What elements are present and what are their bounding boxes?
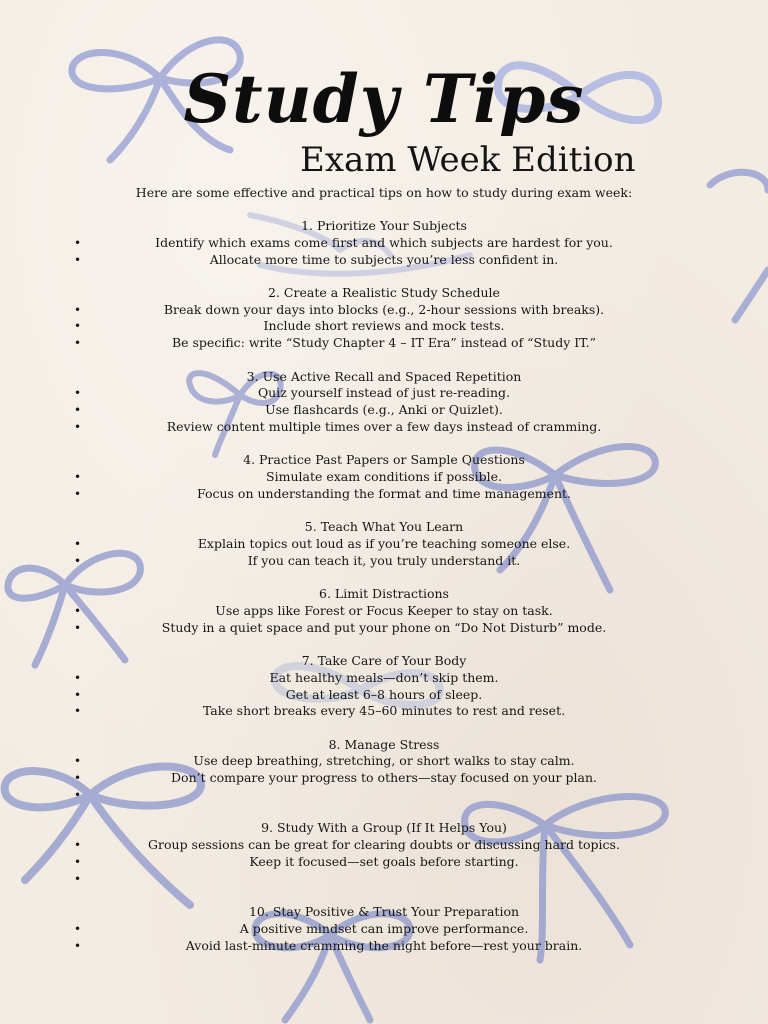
section-heading: 7. Take Care of Your Body <box>301 652 467 668</box>
bullet-icon: • <box>74 771 82 786</box>
section-heading: 1. Prioritize Your Subjects <box>301 218 467 233</box>
bullet-icon: • <box>74 486 82 501</box>
bullet-icon: • <box>74 336 82 351</box>
list-item-text: Avoid last-minute cramming the night before—rest your brain. <box>185 937 583 953</box>
list-item <box>0 703 768 720</box>
bullet-icon: • <box>74 838 82 853</box>
section-heading: 5. Teach What You Learn <box>304 519 464 535</box>
bullet-icon: • <box>74 603 82 618</box>
list-item <box>0 402 768 419</box>
list-item <box>0 770 768 787</box>
page-title: Study Tips <box>183 60 585 138</box>
list-item-text: Use deep breathing, stretching, or short walks to stay calm. <box>193 753 575 769</box>
list-item <box>0 553 768 570</box>
list-item-text: Quiz yourself instead of just re-reading. <box>257 385 511 401</box>
list-item-text: Focus on understanding the format and time management. <box>196 485 572 501</box>
tip-section <box>0 285 768 352</box>
list-item <box>0 670 768 687</box>
list-item-text: Break down your days into blocks (e.g., 2-hour sessions with breaks). <box>163 301 605 317</box>
bullet-icon: • <box>74 252 82 267</box>
list-item-text: Use apps like Forest or Focus Keeper to stay on task. <box>215 602 553 618</box>
list-item <box>0 687 768 704</box>
bullet-icon: • <box>74 704 82 719</box>
bullet-icon: • <box>74 419 82 434</box>
list-item <box>0 486 768 503</box>
list-item-text: A positive mindset can improve performance. <box>239 920 529 936</box>
list-item <box>0 837 768 854</box>
list-item-text: Allocate more time to subjects you’re less confident in. <box>209 251 559 267</box>
list-item <box>0 385 768 402</box>
list-item-text: Don’t compare your progress to others—stay focused on your plan. <box>171 770 597 786</box>
list-item-text: Identify which exams come first and which subjects are hardest for you. <box>155 234 613 250</box>
list-item <box>0 938 768 955</box>
list-item <box>0 620 768 637</box>
section-heading: 8. Manage Stress <box>328 736 440 752</box>
section-heading: 4. Practice Past Papers or Sample Questions <box>243 452 525 468</box>
list-item <box>0 318 768 335</box>
section-heading: 6. Limit Distractions <box>319 586 449 602</box>
bullet-icon: • <box>74 788 82 803</box>
tip-section <box>0 586 768 636</box>
bullet-icon: • <box>74 386 82 401</box>
bullet-icon: • <box>74 235 82 250</box>
bullet-icon: • <box>74 854 82 869</box>
tip-section <box>0 519 768 569</box>
tip-section <box>0 369 768 436</box>
tip-section <box>0 653 768 720</box>
section-heading: 2. Create a Realistic Study Schedule <box>268 284 500 300</box>
list-item <box>0 419 768 436</box>
bullet-icon: • <box>74 319 82 334</box>
bullet-icon: • <box>74 302 82 317</box>
section-heading: 9. Study With a Group (If It Helps You) <box>261 820 507 836</box>
list-item <box>0 469 768 486</box>
bullet-icon: • <box>74 754 82 769</box>
tip-section <box>0 218 768 268</box>
bullet-icon: • <box>74 536 82 551</box>
list-item <box>0 335 768 352</box>
list-item-text: Be specific: write “Study Chapter 4 – IT Era” instead of “Study IT.” <box>171 335 597 351</box>
list-item-text: Eat healthy meals—don’t skip them. <box>269 669 499 685</box>
list-item-text: If you can teach it, you truly understand it. <box>247 552 521 568</box>
tip-section <box>0 737 768 804</box>
list-item-text: Study in a quiet space and put your phone on “Do Not Disturb” mode. <box>161 619 607 635</box>
bullet-icon: • <box>74 620 82 635</box>
bullet-icon: • <box>74 921 82 936</box>
bullet-icon: • <box>74 938 82 953</box>
bullet-icon: • <box>74 403 82 418</box>
list-item <box>0 753 768 770</box>
intro-text: Here are some effective and practical tips on how to study during exam week: <box>135 185 633 200</box>
list-item-text: Explain topics out loud as if you’re teaching someone else. <box>197 535 571 551</box>
list-item-text: Simulate exam conditions if possible. <box>266 469 502 485</box>
list-item <box>0 854 768 871</box>
bullet-icon: • <box>74 470 82 485</box>
bullet-icon: • <box>74 553 82 568</box>
list-item-text: Group sessions can be great for clearing doubts or discussing hard topics. <box>148 837 620 853</box>
list-item <box>0 603 768 620</box>
list-item-text: Keep it focused—set goals before starting. <box>249 853 519 869</box>
tip-section <box>0 452 768 502</box>
list-item <box>0 787 768 804</box>
tips-list <box>0 218 768 971</box>
bullet-icon: • <box>74 670 82 685</box>
section-heading: 3. Use Active Recall and Spaced Repetition <box>246 368 522 384</box>
list-item <box>0 302 768 319</box>
list-item <box>0 235 768 252</box>
list-item-text: Get at least 6–8 hours of sleep. <box>285 686 483 702</box>
list-item-text: Review content multiple times over a few days instead of cramming. <box>166 418 602 434</box>
list-item <box>0 871 768 888</box>
bullet-icon: • <box>74 871 82 886</box>
section-heading: 10. Stay Positive & Trust Your Preparation <box>248 904 520 919</box>
list-item-text: Include short reviews and mock tests. <box>263 318 505 334</box>
bullet-icon: • <box>74 687 82 702</box>
list-item-text: Take short breaks every 45–60 minutes to rest and reset. <box>202 703 566 719</box>
page-subtitle: Exam Week Edition <box>300 140 636 180</box>
list-item <box>0 536 768 553</box>
tip-section <box>0 904 768 954</box>
list-item-text: Use flashcards (e.g., Anki or Quizlet). <box>265 402 503 418</box>
tip-section <box>0 820 768 887</box>
list-item <box>0 252 768 269</box>
list-item <box>0 921 768 938</box>
